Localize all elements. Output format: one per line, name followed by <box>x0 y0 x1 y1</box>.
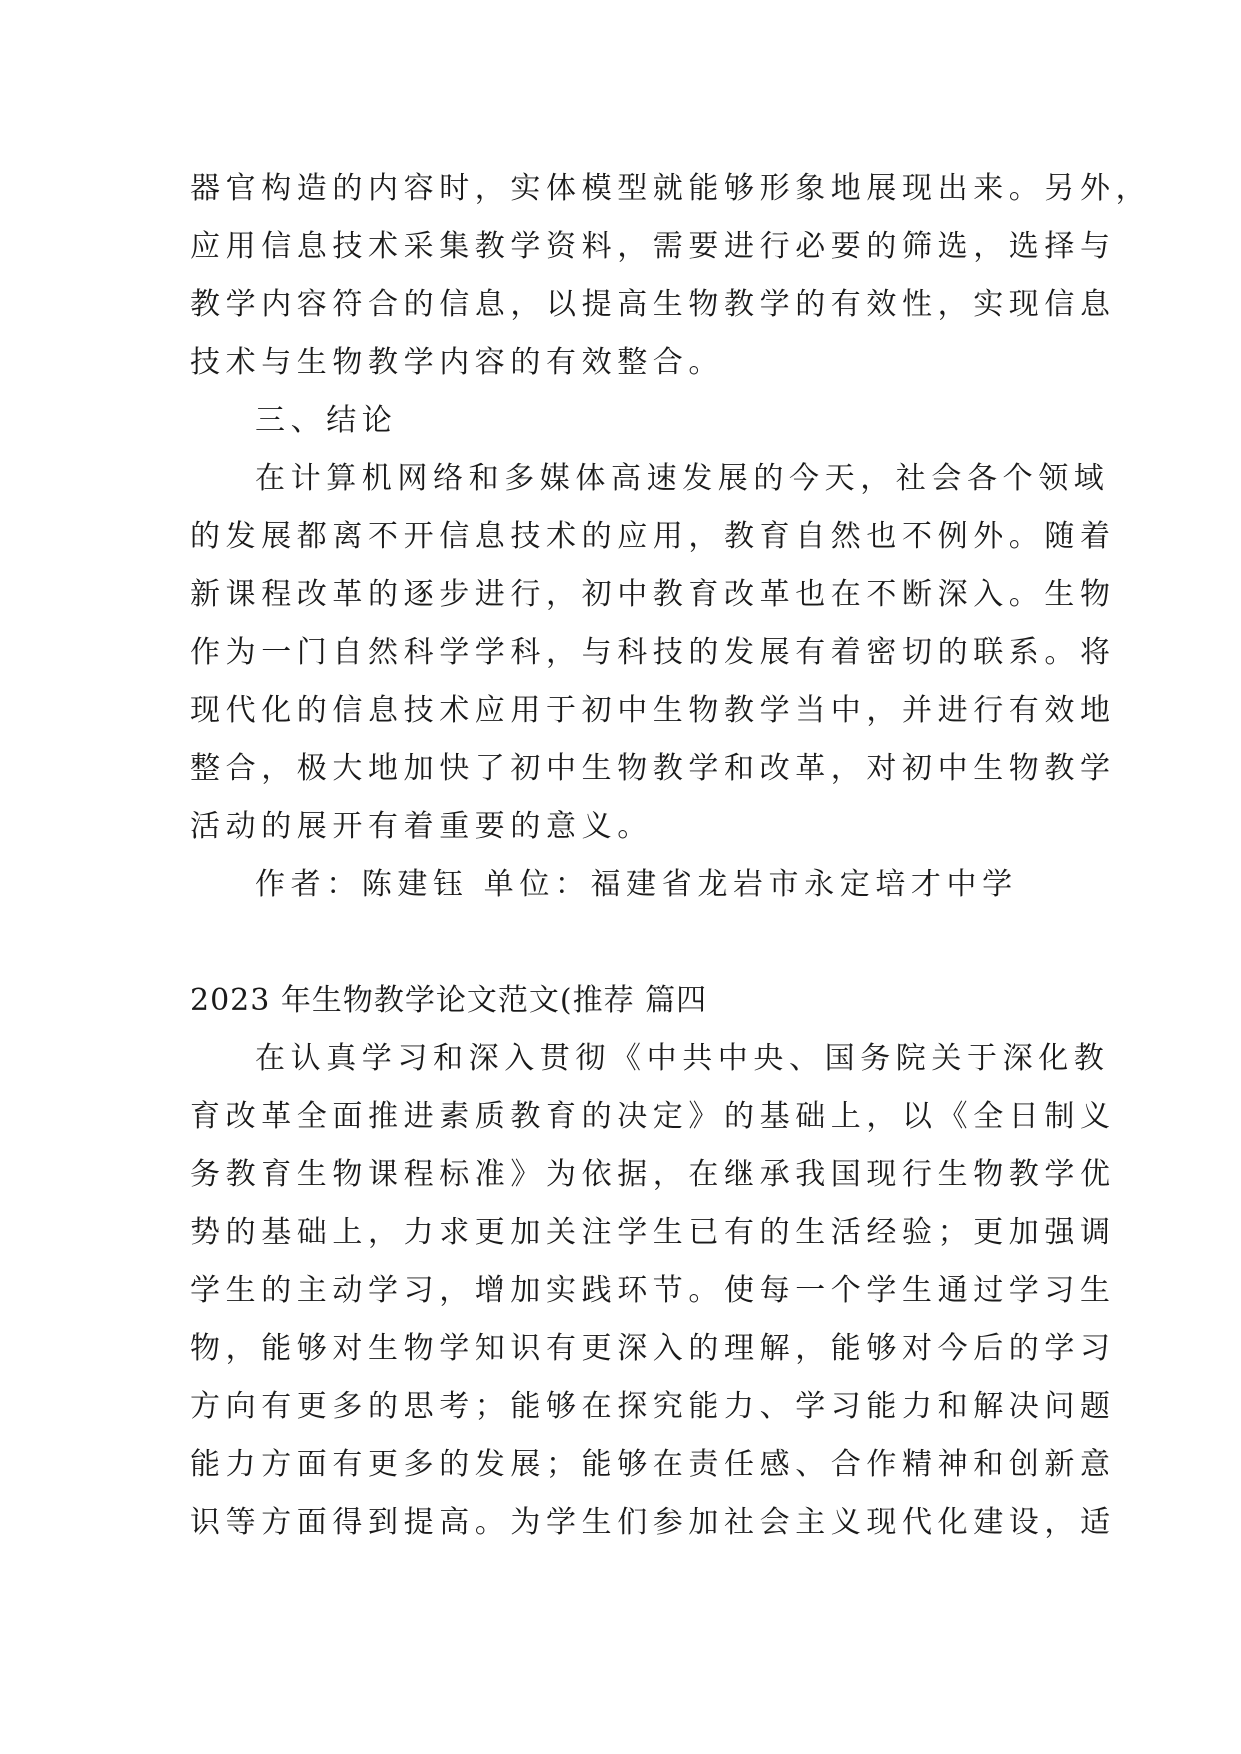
paragraph-line: 应用信息技术采集教学资料，需要进行必要的筛选，选择与 <box>190 229 1116 264</box>
author-line: 作者：陈建钰 单位：福建省龙岩市永定培才中学 <box>255 867 1018 902</box>
paragraph-line: 识等方面得到提高。为学生们参加社会主义现代化建设，适 <box>190 1505 1116 1540</box>
paragraph-line: 活动的展开有着重要的意义。 <box>190 809 653 844</box>
paragraph-line: 现代化的信息技术应用于初中生物教学当中，并进行有效地 <box>190 693 1116 728</box>
paragraph-line: 作为一门自然科学学科，与科技的发展有着密切的联系。将 <box>190 635 1116 670</box>
article-title: 2023 年生物教学论文范文(推荐 篇四 <box>190 983 708 1018</box>
paragraph-line: 物，能够对生物学知识有更深入的理解，能够对今后的学习 <box>190 1331 1116 1366</box>
paragraph-line: 学生的主动学习，增加实践环节。使每一个学生通过学习生 <box>190 1273 1116 1308</box>
paragraph-line: 技术与生物教学内容的有效整合。 <box>190 345 724 380</box>
paragraph-line: 的发展都离不开信息技术的应用，教育自然也不例外。随着 <box>190 519 1116 554</box>
paragraph-line: 整合，极大地加快了初中生物教学和改革，对初中生物教学 <box>190 751 1116 786</box>
paragraph-line: 新课程改革的逐步进行，初中教育改革也在不断深入。生物 <box>190 577 1116 612</box>
paragraph-line: 在计算机网络和多媒体高速发展的今天，社会各个领域 <box>255 461 1110 496</box>
document-body <box>190 160 1152 1552</box>
paragraph-line: 势的基础上，力求更加关注学生已有的生活经验；更加强调 <box>190 1215 1116 1250</box>
section-heading: 三、结论 <box>255 403 398 438</box>
paragraph-line: 能力方面有更多的发展；能够在责任感、合作精神和创新意 <box>190 1447 1116 1482</box>
spacer <box>190 914 1060 972</box>
paragraph-line: 在认真学习和深入贯彻《中共中央、国务院关于深化教 <box>255 1041 1110 1076</box>
paragraph-line: 教学内容符合的信息，以提高生物教学的有效性，实现信息 <box>190 287 1116 322</box>
paragraph-line: 务教育生物课程标准》为依据，在继承我国现行生物教学优 <box>190 1157 1116 1192</box>
paragraph-line: 器官构造的内容时，实体模型就能够形象地展现出来。另外， <box>190 171 1152 206</box>
paragraph-line: 育改革全面推进素质教育的决定》的基础上，以《全日制义 <box>190 1099 1116 1134</box>
paragraph-line: 方向有更多的思考；能够在探究能力、学习能力和解决问题 <box>190 1389 1116 1424</box>
